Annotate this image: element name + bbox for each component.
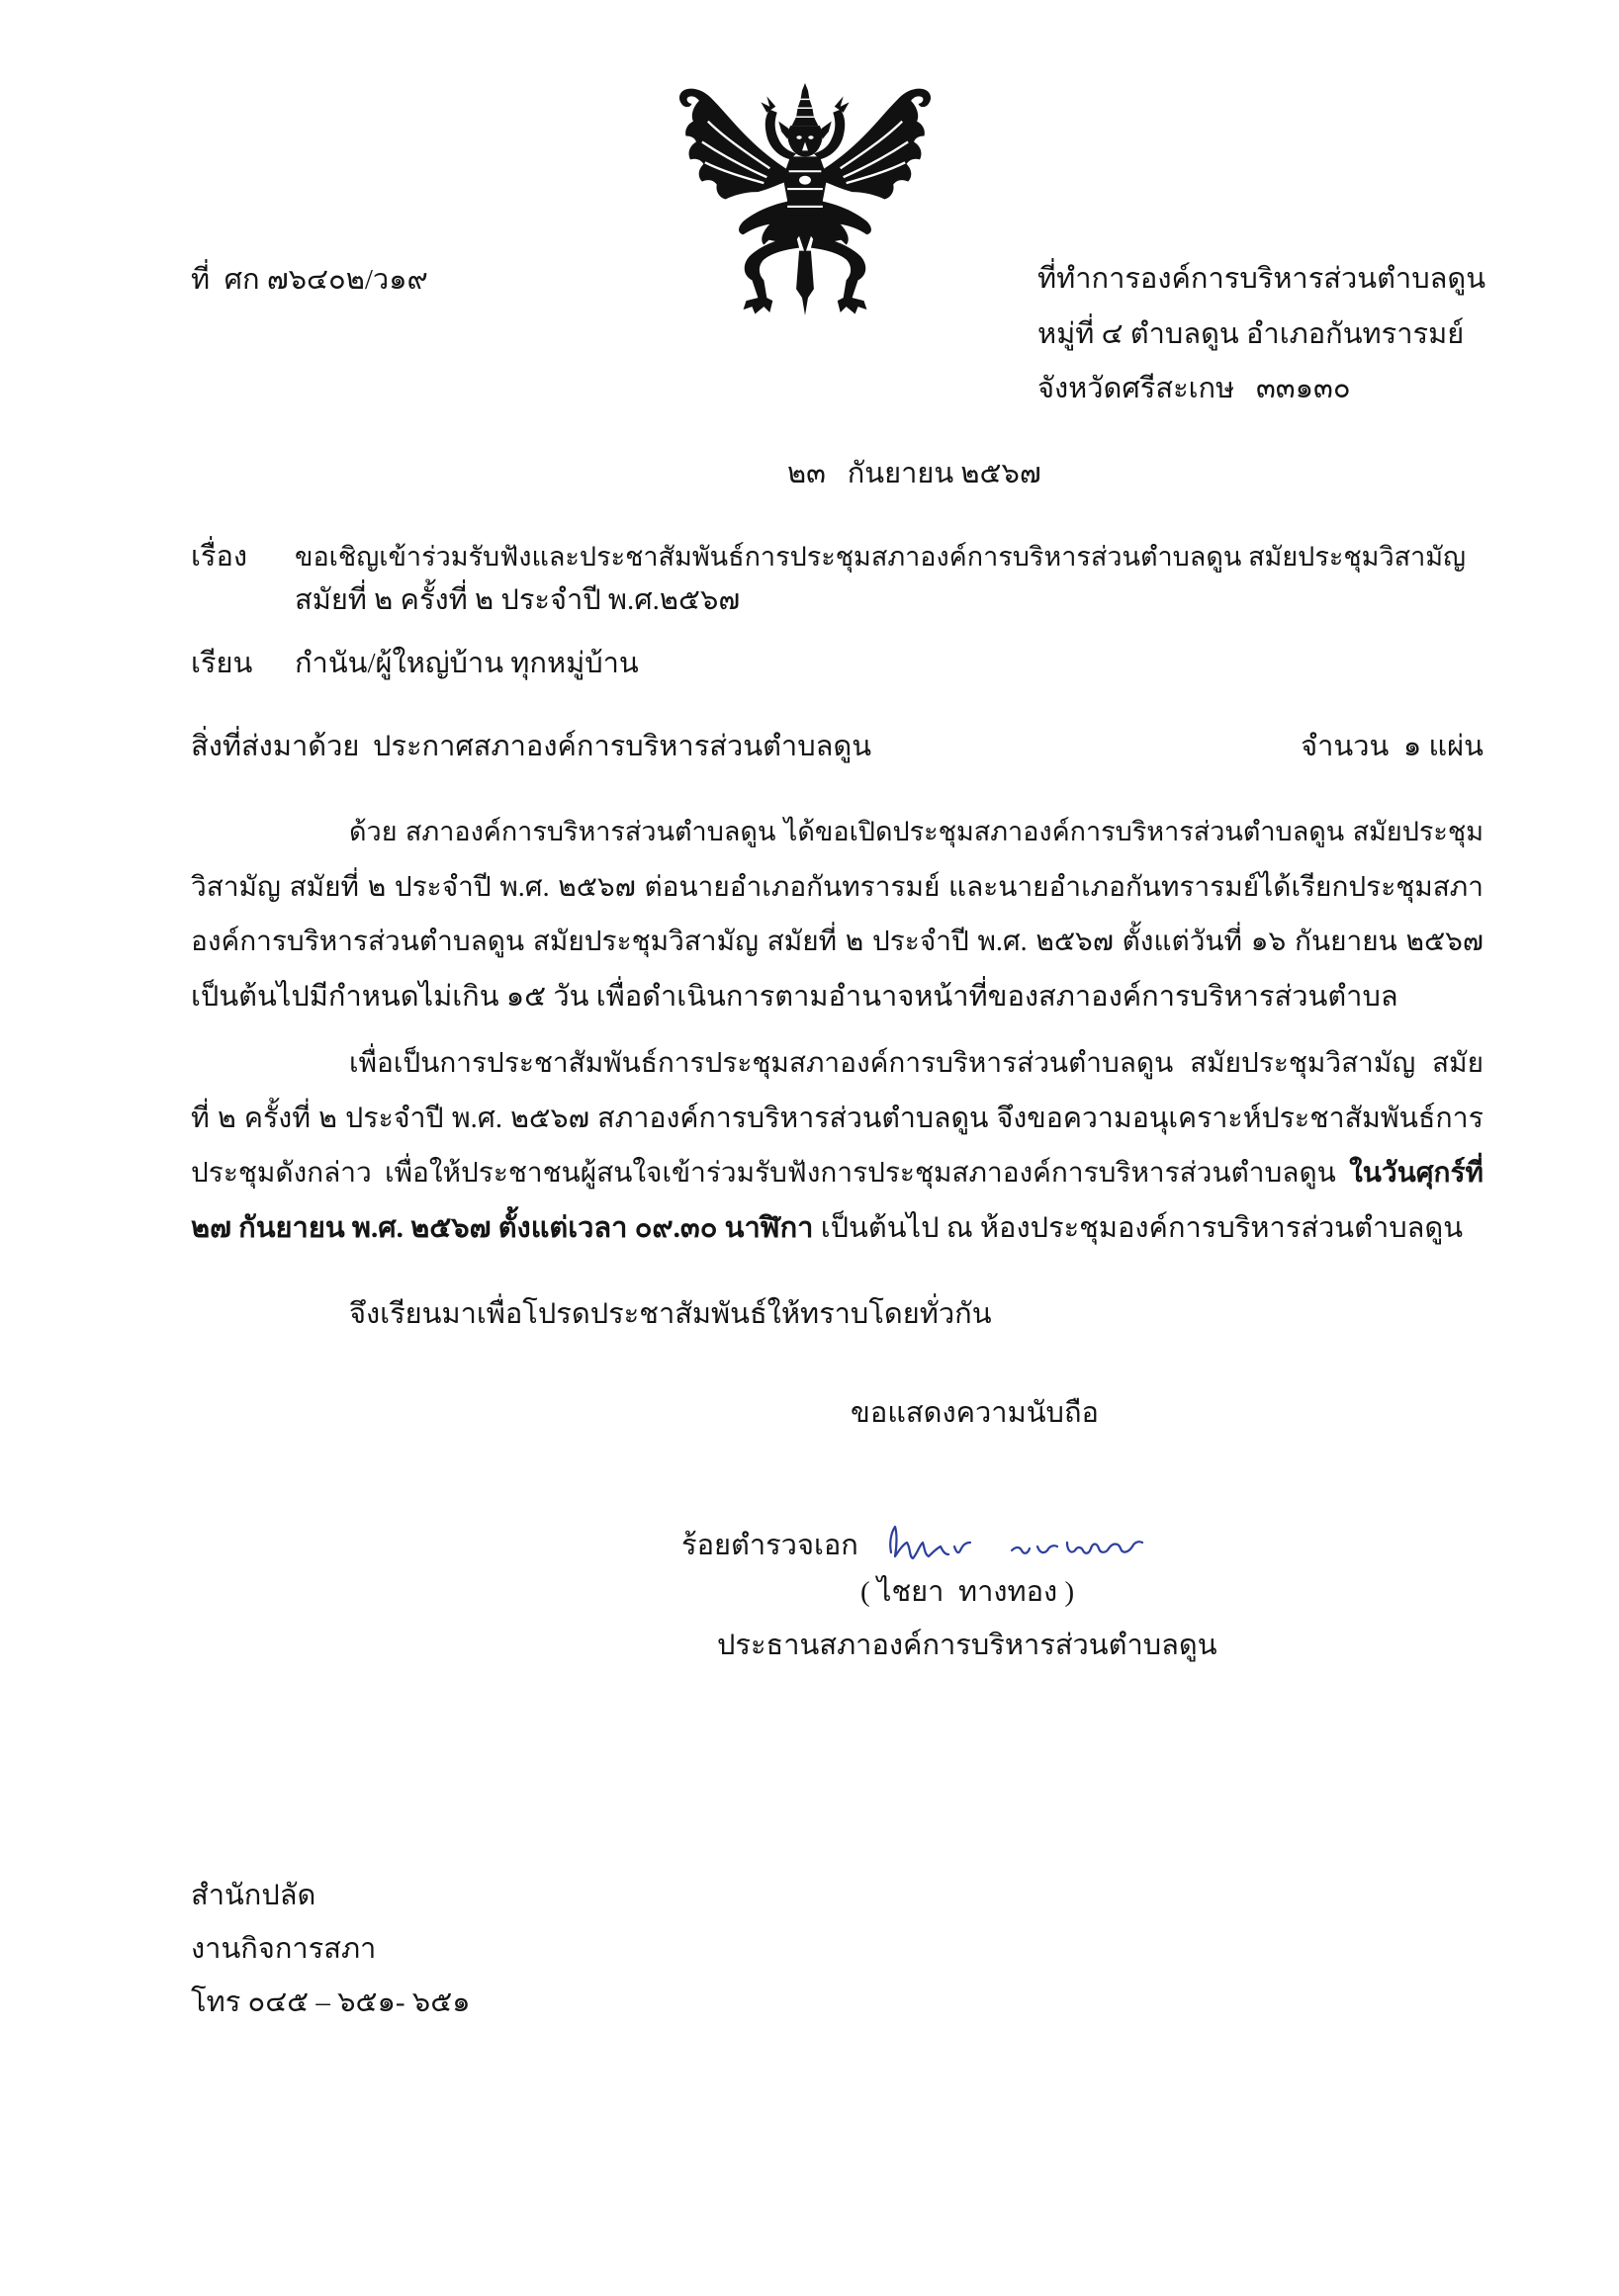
subject-line: สมัยที่ ๒ ครั้งที่ ๒ ประจำปี พ.ศ.๒๕๖๗ — [295, 584, 741, 616]
paragraph-line: วิสามัญ สมัยที่ ๒ ประจำปี พ.ศ. ๒๕๖๗ ต่อนายอำเภอกันทรารมย์ และนายอำเภอกันทรารมย์ได้เรียกประชุมสภา — [191, 871, 1484, 903]
letter-date: ๒๓ กันยายน ๒๕๖๗ — [787, 458, 1041, 489]
closing-sentence: จึงเรียนมาเพื่อโปรดประชาสัมพันธ์ให้ทราบโดยทั่วกัน — [349, 1298, 992, 1330]
meeting-date-highlight: ๒๗ กันยายน พ.ศ. ๒๕๖๗ ตั้งแต่เวลา ๐๙.๓๐ นาฬิกา — [191, 1212, 814, 1245]
enclosure-label: สิ่งที่ส่งมาด้วย — [191, 731, 360, 762]
paragraph-text: เป็นต้นไป ณ ห้องประชุมองค์การบริหารส่วนตำบลดูน — [813, 1212, 1464, 1245]
enclosure-quantity: จำนวน ๑ แผ่น — [1301, 731, 1484, 762]
paragraph-line: ด้วย สภาองค์การบริหารส่วนตำบลดูน ได้ขอเปิดประชุมสภาองค์การบริหารส่วนตำบลดูน สมัยประชุม — [349, 817, 1484, 846]
paragraph-line — [191, 1146, 1484, 1201]
office-section: งานกิจการสภา — [191, 1933, 377, 1965]
address-line: ที่ทำการองค์การบริหารส่วนตำบลดูน — [1037, 263, 1486, 295]
subject-line: ขอเชิญเข้าร่วมรับฟังและประชาสัมพันธ์การประชุมสภาองค์การบริหารส่วนตำบลดูน สมัยประชุมวิสามัญ — [295, 542, 1467, 572]
sender-address — [1037, 252, 1572, 417]
paragraph-line: องค์การบริหารส่วนตำบลดูน สมัยประชุมวิสามัญ สมัยที่ ๒ ประจำปี พ.ศ. ๒๕๖๗ ตั้งแต่วันที่ ๑๖ กันยายน ๒๕๖๗ — [191, 927, 1484, 958]
subject-text — [295, 535, 1484, 622]
body-paragraph-2 — [191, 1036, 1484, 1257]
addressee-text: กำนัน/ผู้ใหญ่บ้าน ทุกหมู่บ้าน — [295, 648, 639, 679]
office-name: สำนักปลัด — [191, 1880, 316, 1911]
signature — [883, 1521, 1145, 1568]
office-contact — [191, 1869, 804, 2029]
paragraph-line — [191, 1092, 1484, 1147]
subject-label: เรื่อง — [191, 541, 248, 573]
complimentary-close: ขอแสดงความนับถือ — [851, 1397, 1099, 1429]
enclosure-text: ประกาศสภาองค์การบริหารส่วนตำบลดูน — [373, 731, 872, 762]
signer-position: ประธานสภาองค์การบริหารส่วนตำบลดูน — [717, 1630, 1217, 1661]
paragraph-text: ที่ ๒ ครั้งที่ ๒ ประจำปี พ.ศ. ๒๕๖๗ สภาองค์การบริหารส่วนตำบลดูน จึงขอความอนุเคราะห์ประชาสัมพันธ์การ — [191, 1103, 1484, 1134]
paragraph-text: ประชุมดังกล่าว เพื่อให้ประชาชนผู้สนใจเข้าร่วมรับฟังการประชุมสภาองค์การบริหารส่วนตำบลดูน — [191, 1158, 1350, 1190]
reference-number: ที่ ศก ๗๖๔๐๒/ว๑๙ — [191, 264, 428, 296]
address-line: จังหวัดศรีสะเกษ ๓๓๑๓๐ — [1037, 373, 1351, 404]
garuda-emblem — [673, 83, 938, 318]
meeting-date-highlight: ในวันศุกร์ที่ — [1349, 1158, 1484, 1190]
office-phone: โทร ๐๔๕ – ๖๕๑- ๖๕๑ — [191, 1987, 471, 2018]
signer-name: ( ไชยา ทางทอง ) — [860, 1576, 1075, 1608]
address-line: หมู่ที่ ๔ ตำบลดูน อำเภอกันทรารมย์ — [1037, 317, 1465, 350]
signer-rank: ร้อยตำรวจเอก — [681, 1530, 858, 1561]
addressee-label: เรียน — [191, 648, 253, 679]
paragraph-line — [191, 1036, 1484, 1092]
paragraph-line — [191, 1201, 1484, 1257]
body-paragraph-1 — [191, 805, 1484, 1025]
paragraph-line: เป็นต้นไปมีกำหนดไม่เกิน ๑๕ วัน เพื่อดำเนินการตามอำนาจหน้าที่ของสภาองค์การบริหารส่วนตำบล — [191, 981, 1398, 1014]
paragraph-text: เพื่อเป็นการประชาสัมพันธ์การประชุมสภาองค์การบริหารส่วนตำบลดูน สมัยประชุมวิสามัญ สมัย — [349, 1048, 1484, 1079]
